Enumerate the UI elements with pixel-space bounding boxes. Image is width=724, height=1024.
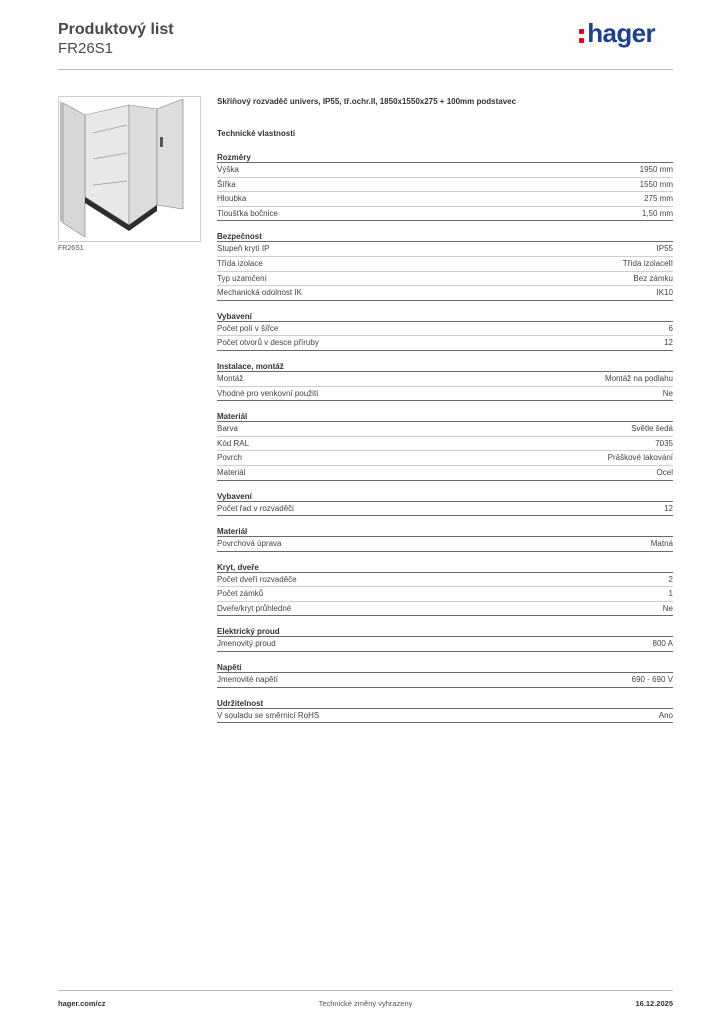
property-label: Dveře/kryt průhledné: [217, 603, 292, 613]
page-header: [58, 20, 673, 70]
property-section: [217, 526, 673, 552]
logo-text: hager: [587, 18, 655, 48]
section-title: Udržitelnost: [217, 698, 673, 709]
property-label: Vhodné pro venkovní použití: [217, 388, 319, 398]
section-title: Elektrický proud: [217, 626, 673, 637]
property-label: Barva: [217, 424, 238, 434]
property-label: Montáž: [217, 373, 244, 383]
property-row: [217, 673, 673, 688]
property-section: [217, 231, 673, 300]
property-section: [217, 698, 673, 724]
property-value: 1550 mm: [639, 179, 673, 189]
section-title: Bezpečnost: [217, 231, 673, 242]
property-value: 1,50 mm: [641, 208, 673, 218]
property-label: Kód RAL: [217, 438, 250, 448]
property-value: Matná: [650, 539, 673, 549]
property-value: 12: [664, 503, 673, 513]
product-details: [217, 97, 673, 733]
property-label: Hloubka: [217, 194, 247, 204]
property-label: Stupeň krytí IP: [217, 244, 270, 254]
section-title: Rozměry: [217, 152, 673, 163]
property-row: [217, 322, 673, 337]
property-value: IK10: [656, 288, 673, 298]
property-value: Práškové lakování: [607, 453, 673, 463]
property-value: Ne: [662, 603, 673, 613]
property-row: [217, 637, 673, 652]
property-label: Jmenovité napětí: [217, 675, 278, 685]
property-label: Počet otvorů v desce příruby: [217, 338, 319, 348]
property-label: Povrch: [217, 453, 242, 463]
property-value: Ne: [662, 388, 673, 398]
hager-logo: [579, 20, 655, 46]
property-row: [217, 257, 673, 272]
property-label: Jmenovitý proud: [217, 639, 276, 649]
property-row: [217, 207, 673, 222]
property-section: [217, 311, 673, 351]
footer-date: 16.12.2025: [635, 999, 673, 1008]
property-row: [217, 451, 673, 466]
footer-disclaimer: Technické změny vyhrazeny: [318, 999, 413, 1008]
property-label: Tloušťka bočnice: [217, 208, 278, 218]
property-row: [217, 602, 673, 617]
property-label: Počet zámků: [217, 589, 264, 599]
property-value: 800 A: [652, 639, 673, 649]
property-section: [217, 152, 673, 221]
property-value: Ano: [658, 710, 673, 720]
section-title: Materiál: [217, 411, 673, 422]
product-description: Skříňový rozvaděč univers, IP55, tř.ochr.II, 1850x1550x275 + 100mm podstavec: [217, 97, 517, 106]
property-section: [217, 491, 673, 517]
property-section: [217, 361, 673, 401]
property-label: Počet řad v rozvaděči: [217, 503, 294, 513]
property-label: Počet polí v šířce: [217, 323, 279, 333]
property-label: Mechanická odolnost IK: [217, 288, 302, 298]
property-section: [217, 662, 673, 688]
property-row: [217, 537, 673, 552]
property-row: [217, 372, 673, 387]
property-row: [217, 178, 673, 193]
property-value: 275 mm: [644, 194, 673, 204]
property-row: [217, 587, 673, 602]
property-row: [217, 709, 673, 724]
property-row: [217, 437, 673, 452]
property-row: [217, 387, 673, 402]
section-title: Vybavení: [217, 311, 673, 322]
property-row: [217, 163, 673, 178]
property-label: Materiál: [217, 467, 246, 477]
property-row: [217, 286, 673, 301]
property-value: 12: [664, 338, 673, 348]
logo-dots-icon: [579, 28, 585, 43]
property-section: [217, 626, 673, 652]
section-title: Vybavení: [217, 491, 673, 502]
property-value: Ocel: [656, 467, 673, 477]
property-row: [217, 573, 673, 588]
property-row: [217, 466, 673, 481]
product-code: FR26S1: [58, 40, 114, 57]
property-row: [217, 242, 673, 257]
property-value: 7035: [655, 438, 673, 448]
property-row: [217, 272, 673, 287]
section-title: Materiál: [217, 526, 673, 537]
property-label: Třída izolace: [217, 258, 263, 268]
property-section: [217, 411, 673, 480]
property-value: Světle šedá: [631, 424, 673, 434]
section-title: Kryt, dveře: [217, 562, 673, 573]
properties-list: [217, 152, 673, 723]
property-value: 2: [668, 574, 673, 584]
section-title: Instalace, montáž: [217, 361, 673, 372]
property-section: [217, 562, 673, 617]
cabinet-illustration-icon: [59, 97, 200, 241]
property-label: Povrchová úprava: [217, 539, 282, 549]
technical-properties-heading: Technické vlastnosti: [217, 129, 296, 138]
product-image: [58, 96, 201, 242]
footer-website: hager.com/cz: [58, 999, 106, 1008]
property-value: 6: [668, 323, 673, 333]
property-value: Bez zámku: [633, 273, 673, 283]
property-value: 690 - 690 V: [631, 675, 673, 685]
property-row: [217, 336, 673, 351]
page-title: Produktový list: [58, 21, 174, 38]
property-label: V souladu se směrnicí RoHS: [217, 710, 320, 720]
section-title: Napětí: [217, 662, 673, 673]
property-label: Šířka: [217, 179, 236, 189]
property-value: Třída izolaceII: [622, 258, 673, 268]
page-footer: [58, 990, 673, 1014]
property-row: [217, 502, 673, 517]
property-label: Výška: [217, 165, 239, 174]
property-value: IP55: [656, 244, 673, 254]
property-value: 1950 mm: [639, 165, 673, 174]
image-caption: FR26S1: [58, 245, 84, 252]
property-value: Montáž na podlahu: [604, 373, 673, 383]
property-row: [217, 422, 673, 437]
property-label: Typ uzamčení: [217, 273, 267, 283]
property-row: [217, 192, 673, 207]
property-label: Počet dveří rozvaděče: [217, 574, 297, 584]
property-value: 1: [668, 589, 673, 599]
